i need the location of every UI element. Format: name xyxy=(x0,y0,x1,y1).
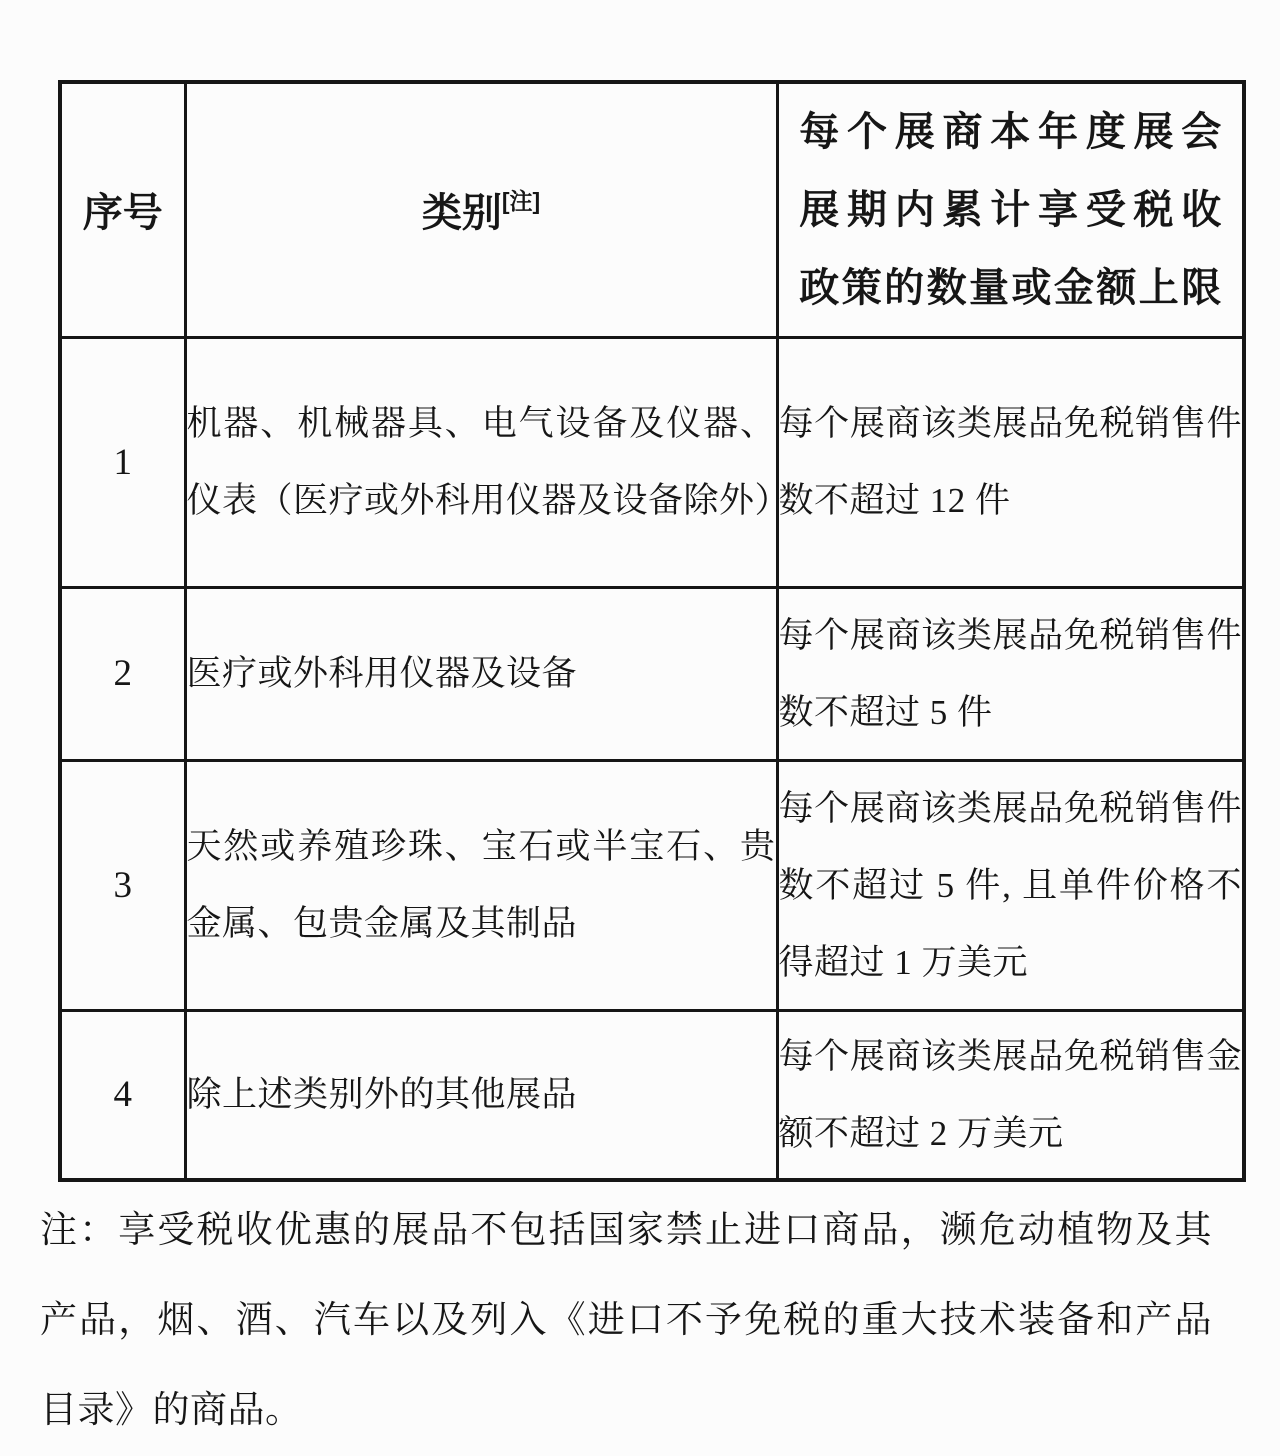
row-3-serial-number: 3 xyxy=(60,760,185,1010)
header-serial-number-label: 序号 xyxy=(82,191,163,236)
row-1-limit: 每个展商该类展品免税销售件数不超过 12 件 xyxy=(777,337,1244,587)
footnote-line-2: 产品，烟、酒、汽车以及列入《进口不予免税的重大技术装备和产品 xyxy=(40,1300,1212,1341)
row-3-category: 天然或养殖珍珠、宝石或半宝石、贵金属、包贵金属及其制品 xyxy=(185,760,777,1010)
table-header-row xyxy=(60,82,1244,337)
header-cell-limit xyxy=(777,82,1244,337)
header-cell-category xyxy=(185,82,777,337)
footnote xyxy=(40,1186,1212,1456)
header-limit-label xyxy=(799,93,1221,327)
table-row-4 xyxy=(60,1010,1244,1180)
footnote-line-1: 注：享受税收优惠的展品不包括国家禁止进口商品，濒危动植物及其 xyxy=(40,1210,1212,1251)
header-category-label: 类别 xyxy=(421,191,502,236)
footnote-line-3: 目录》的商品。 xyxy=(40,1390,303,1431)
row-2-serial-number: 2 xyxy=(60,587,185,760)
table-row-1 xyxy=(60,337,1244,587)
row-1-serial-number: 1 xyxy=(60,337,185,587)
header-cell-serial-number xyxy=(60,82,185,337)
table-row-3 xyxy=(60,760,1244,1010)
row-2-limit: 每个展商该类展品免税销售件数不超过 5 件 xyxy=(777,587,1244,760)
header-limit-line-3: 政策的数量或金额上限 xyxy=(799,265,1222,310)
table-row-2 xyxy=(60,587,1244,760)
category-footnote-superscript: [注] xyxy=(501,188,541,215)
tax-exemption-limit-table xyxy=(58,80,1246,1182)
header-limit-line-2: 展期内累计享受税收 xyxy=(799,187,1222,232)
row-4-category: 除上述类别外的其他展品 xyxy=(185,1010,777,1180)
row-3-limit: 每个展商该类展品免税销售件数不超过 5 件, 且单件价格不得超过 1 万美元 xyxy=(777,760,1244,1010)
row-2-category: 医疗或外科用仪器及设备 xyxy=(185,587,777,760)
row-4-limit: 每个展商该类展品免税销售金额不超过 2 万美元 xyxy=(777,1010,1244,1180)
row-4-serial-number: 4 xyxy=(60,1010,185,1180)
header-limit-line-1: 每个展商本年度展会 xyxy=(799,109,1222,154)
row-1-category: 机器、机械器具、电气设备及仪器、仪表（医疗或外科用仪器及设备除外） xyxy=(185,337,777,587)
